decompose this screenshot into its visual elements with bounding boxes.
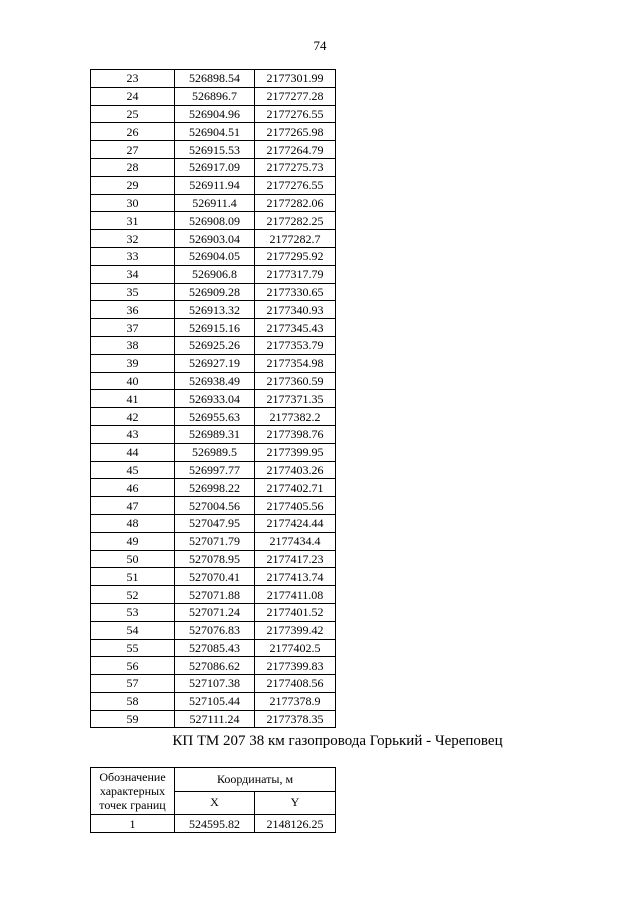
y-coordinate-cell: 2177378.35 [255, 710, 336, 728]
x-coordinate-cell: 527070.41 [175, 568, 255, 586]
y-coordinate-cell: 2177402.71 [255, 479, 336, 497]
point-number-cell: 47 [91, 497, 175, 515]
table-row [91, 265, 336, 283]
point-number-cell: 34 [91, 265, 175, 283]
x-coordinate-cell: 526904.05 [175, 247, 255, 265]
y-coordinate-cell: 2177413.74 [255, 568, 336, 586]
point-number-cell: 59 [91, 710, 175, 728]
x-coordinate-cell: 526915.16 [175, 319, 255, 337]
table-row [91, 425, 336, 443]
x-coordinate-cell: 527078.95 [175, 550, 255, 568]
x-coordinate-cell: 526896.7 [175, 87, 255, 105]
y-coordinate-cell: 2177411.08 [255, 586, 336, 604]
point-number-cell: 53 [91, 603, 175, 621]
point-number-cell: 33 [91, 247, 175, 265]
point-number-cell: 36 [91, 301, 175, 319]
x-coordinate-cell: 526998.22 [175, 479, 255, 497]
table-row [91, 479, 336, 497]
point-number-cell: 48 [91, 514, 175, 532]
point-number-cell: 37 [91, 319, 175, 337]
table-row [91, 390, 336, 408]
x-coordinate-cell: 526904.51 [175, 123, 255, 141]
point-number-cell: 50 [91, 550, 175, 568]
y-coordinate-cell: 2148126.25 [255, 815, 336, 833]
y-coordinate-cell: 2177340.93 [255, 301, 336, 319]
x-coordinate-cell: 526927.19 [175, 354, 255, 372]
y-coordinate-cell: 2177282.7 [255, 230, 336, 248]
page-number: 74 [313, 38, 327, 53]
point-number-cell: 35 [91, 283, 175, 301]
boundary-points-table [90, 767, 336, 833]
y-coordinate-cell: 2177403.26 [255, 461, 336, 479]
y-coordinate-cell: 2177282.25 [255, 212, 336, 230]
point-number-cell: 45 [91, 461, 175, 479]
y-coordinate-cell: 2177399.95 [255, 443, 336, 461]
table-row [91, 354, 336, 372]
table-row [91, 657, 336, 675]
x-coordinate-cell: 526911.4 [175, 194, 255, 212]
point-number-cell: 56 [91, 657, 175, 675]
x-coordinate-cell: 527047.95 [175, 514, 255, 532]
section-title: КП ТМ 207 38 км газопровода Горький - Череповец [172, 733, 503, 749]
point-number-cell: 38 [91, 336, 175, 354]
y-coordinate-cell: 2177264.79 [255, 141, 336, 159]
x-coordinate-cell: 527105.44 [175, 692, 255, 710]
y-coordinate-cell: 2177265.98 [255, 123, 336, 141]
table-row [91, 87, 336, 105]
x-coordinate-cell: 526904.96 [175, 105, 255, 123]
table-row [91, 514, 336, 532]
x-coordinate-cell: 526911.94 [175, 176, 255, 194]
table-row [91, 603, 336, 621]
table-row [91, 319, 336, 337]
table-row [91, 194, 336, 212]
x-coordinate-cell: 526955.63 [175, 408, 255, 426]
x-coordinate-cell: 527086.62 [175, 657, 255, 675]
point-number-cell: 25 [91, 105, 175, 123]
x-coordinate-cell: 527071.24 [175, 603, 255, 621]
table-row [91, 710, 336, 728]
x-coordinate-cell: 526938.49 [175, 372, 255, 390]
point-number-cell: 23 [91, 70, 175, 88]
point-number-cell: 29 [91, 176, 175, 194]
x-coordinate-cell: 526989.31 [175, 425, 255, 443]
point-number-cell: 42 [91, 408, 175, 426]
point-number-cell: 40 [91, 372, 175, 390]
table-row [91, 550, 336, 568]
point-number-cell: 49 [91, 532, 175, 550]
point-number-cell: 54 [91, 621, 175, 639]
y-coordinate-cell: 2177282.06 [255, 194, 336, 212]
point-number-cell: 39 [91, 354, 175, 372]
x-coordinate-cell: 526913.32 [175, 301, 255, 319]
point-number-cell: 43 [91, 425, 175, 443]
table-row [91, 247, 336, 265]
point-number-cell: 28 [91, 158, 175, 176]
point-designation-header: Обозначение характерных точек границ [91, 768, 175, 815]
y-coordinate-cell: 2177399.83 [255, 657, 336, 675]
point-number-cell: 57 [91, 675, 175, 693]
point-number-cell: 52 [91, 586, 175, 604]
x-column-header: X [175, 791, 255, 815]
table-row [91, 105, 336, 123]
y-coordinate-cell: 2177345.43 [255, 319, 336, 337]
table-row [91, 141, 336, 159]
x-coordinate-cell: 526989.5 [175, 443, 255, 461]
table-header-row [91, 768, 336, 792]
table-row [91, 176, 336, 194]
point-number-cell: 41 [91, 390, 175, 408]
table-row [91, 461, 336, 479]
y-coordinate-cell: 2177371.35 [255, 390, 336, 408]
y-coordinate-cell: 2177382.2 [255, 408, 336, 426]
y-coordinate-cell: 2177360.59 [255, 372, 336, 390]
y-coordinate-cell: 2177434.4 [255, 532, 336, 550]
y-coordinate-cell: 2177353.79 [255, 336, 336, 354]
table-row [91, 158, 336, 176]
y-coordinate-cell: 2177276.55 [255, 105, 336, 123]
x-coordinate-cell: 527071.88 [175, 586, 255, 604]
point-number-cell: 32 [91, 230, 175, 248]
table-row [91, 408, 336, 426]
y-coordinate-cell: 2177401.52 [255, 603, 336, 621]
point-number-cell: 26 [91, 123, 175, 141]
y-coordinate-cell: 2177402.5 [255, 639, 336, 657]
x-coordinate-cell: 526909.28 [175, 283, 255, 301]
y-coordinate-cell: 2177398.76 [255, 425, 336, 443]
x-coordinate-cell: 527085.43 [175, 639, 255, 657]
x-coordinate-cell: 526917.09 [175, 158, 255, 176]
point-number-cell: 30 [91, 194, 175, 212]
y-coordinate-cell: 2177295.92 [255, 247, 336, 265]
boundary-points-table-body [91, 815, 336, 833]
point-number-cell: 27 [91, 141, 175, 159]
y-coordinate-cell: 2177417.23 [255, 550, 336, 568]
y-coordinate-cell: 2177405.56 [255, 497, 336, 515]
table-row [91, 123, 336, 141]
table-row [91, 301, 336, 319]
point-number-cell: 1 [91, 815, 175, 833]
table-row [91, 692, 336, 710]
x-coordinate-cell: 524595.82 [175, 815, 255, 833]
point-number-cell: 51 [91, 568, 175, 586]
x-coordinate-cell: 526903.04 [175, 230, 255, 248]
point-number-cell: 44 [91, 443, 175, 461]
table-row [91, 230, 336, 248]
table-row [91, 372, 336, 390]
table-row [91, 815, 336, 833]
point-number-cell: 55 [91, 639, 175, 657]
x-coordinate-cell: 526908.09 [175, 212, 255, 230]
point-number-cell: 58 [91, 692, 175, 710]
table-row [91, 675, 336, 693]
table-row [91, 532, 336, 550]
table-row [91, 283, 336, 301]
point-number-cell: 31 [91, 212, 175, 230]
x-coordinate-cell: 526925.26 [175, 336, 255, 354]
x-coordinate-cell: 527004.56 [175, 497, 255, 515]
y-coordinate-cell: 2177276.55 [255, 176, 336, 194]
table-row [91, 70, 336, 88]
coordinates-table-body [91, 70, 336, 728]
y-coordinate-cell: 2177275.73 [255, 158, 336, 176]
point-number-cell: 24 [91, 87, 175, 105]
x-coordinate-cell: 526933.04 [175, 390, 255, 408]
coordinates-table [90, 69, 336, 728]
y-coordinate-cell: 2177408.56 [255, 675, 336, 693]
x-coordinate-cell: 526898.54 [175, 70, 255, 88]
y-coordinate-cell: 2177277.28 [255, 87, 336, 105]
y-coordinate-cell: 2177301.99 [255, 70, 336, 88]
y-coordinate-cell: 2177317.79 [255, 265, 336, 283]
x-coordinate-cell: 526906.8 [175, 265, 255, 283]
table-row [91, 336, 336, 354]
x-coordinate-cell: 527076.83 [175, 621, 255, 639]
x-coordinate-cell: 527071.79 [175, 532, 255, 550]
y-column-header: Y [255, 791, 336, 815]
x-coordinate-cell: 526997.77 [175, 461, 255, 479]
table-row [91, 586, 336, 604]
y-coordinate-cell: 2177399.42 [255, 621, 336, 639]
table-row [91, 212, 336, 230]
y-coordinate-cell: 2177354.98 [255, 354, 336, 372]
y-coordinate-cell: 2177378.9 [255, 692, 336, 710]
table-row [91, 621, 336, 639]
x-coordinate-cell: 526915.53 [175, 141, 255, 159]
table-row [91, 443, 336, 461]
y-coordinate-cell: 2177330.65 [255, 283, 336, 301]
table-row [91, 568, 336, 586]
point-number-cell: 46 [91, 479, 175, 497]
table-row [91, 639, 336, 657]
y-coordinate-cell: 2177424.44 [255, 514, 336, 532]
x-coordinate-cell: 527111.24 [175, 710, 255, 728]
x-coordinate-cell: 527107.38 [175, 675, 255, 693]
table-row [91, 497, 336, 515]
coordinates-header: Координаты, м [175, 768, 336, 792]
